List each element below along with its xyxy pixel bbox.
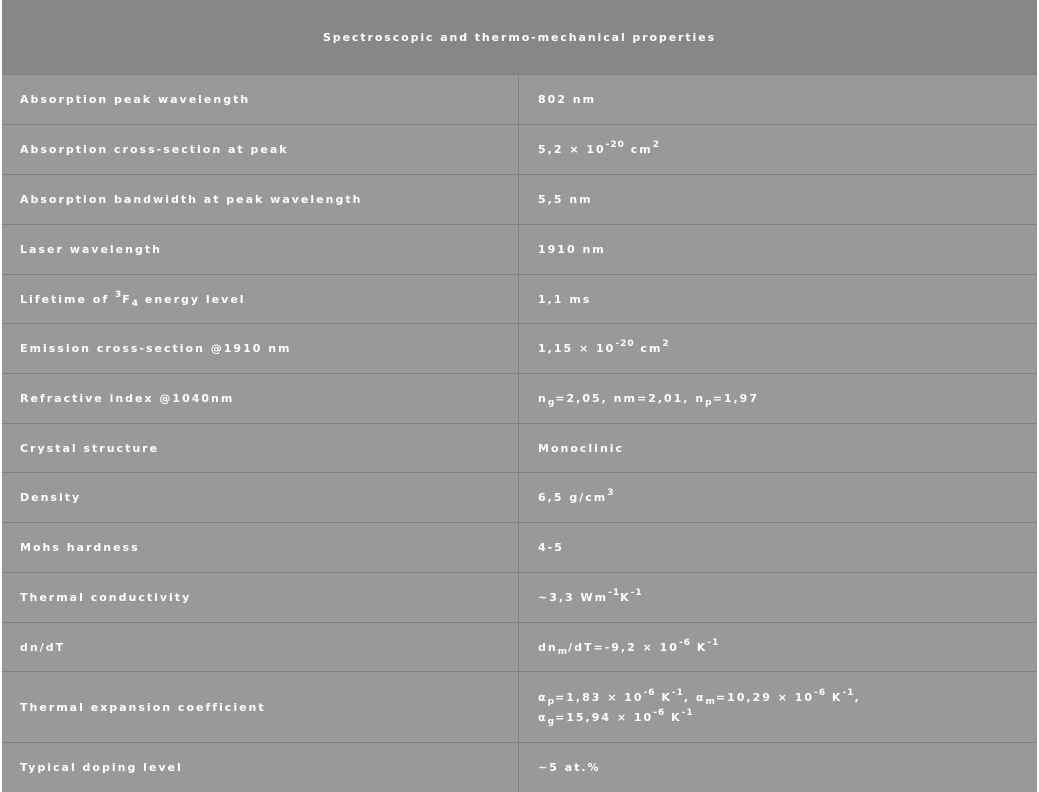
table-row [2,622,1037,671]
table-title: Spectroscopic and thermo-mechanical properties [322,30,717,44]
property-value: $dn_m/dT=-9,2 \times 10^{-6}$ $K^{-1}$ [538,637,720,657]
property-value: 4-5 [538,541,564,554]
property-label: Thermal expansion coefficient [2,672,519,742]
table-row [2,274,1037,323]
table-row [2,124,1037,174]
property-label: Absorption cross-section at peak [2,125,519,174]
property-label: dn/dT [2,623,519,671]
table-row [2,423,1037,472]
table-row [2,323,1037,373]
property-label: Typical doping level [2,743,519,792]
property-value [519,672,1037,742]
property-label: Thermal conductivity [2,573,519,622]
property-label: Refractive index @1040nm [2,374,519,423]
property-label: Absorption bandwidth at peak wavelength [2,175,519,224]
property-value: 802 nm [538,93,597,106]
properties-table [2,0,1037,792]
table-header [2,0,1037,74]
property-value: $1,15 \times 10^{-20}$ $cm^2$ [538,339,670,355]
property-label: Density [2,473,519,522]
value-line-2: $\alpha_g=15,94 \times 10^{-6}$ $K^{-1}$ [538,707,694,727]
table-row [2,671,1037,742]
property-value: Monoclinic [538,441,625,455]
property-value: $n_g=2,05$, nm=2,01, $n_p=1,97$ [538,392,759,408]
property-label: Crystal structure [2,424,519,472]
property-label: Laser wavelength [2,225,519,274]
value-line-1: $\alpha_p=1,83 \times 10^{-6}$ $K^{-1}$, $\alpha_m=10,29 \times 10^{-6}$ $K^{-1}$, [538,687,861,707]
table-row [2,472,1037,522]
property-value: 6,5 $g/cm^3$ [538,488,615,504]
property-label: Lifetime of $^3F_4$ energy level [2,275,519,323]
table-row [2,224,1037,274]
property-value: 1910 nm [538,243,606,256]
property-label: Emission cross-section @1910 nm [2,324,519,373]
table-row [2,572,1037,622]
property-label: Mohs hardness [2,523,519,572]
property-value: $5,2 \times 10^{-20}$ $cm^2$ [538,140,661,156]
table-row [2,74,1037,124]
property-value: ~5 at.% [538,761,601,774]
property-value: ~3,3 $Wm^{-1}K^{-1}$ [538,588,643,604]
table-row [2,522,1037,572]
table-row [2,373,1037,423]
property-value: 5,5 nm [538,193,593,206]
table-row [2,174,1037,224]
property-value: 1,1 ms [538,292,592,306]
table-row [2,742,1037,792]
property-label: Absorption peak wavelength [2,75,519,124]
